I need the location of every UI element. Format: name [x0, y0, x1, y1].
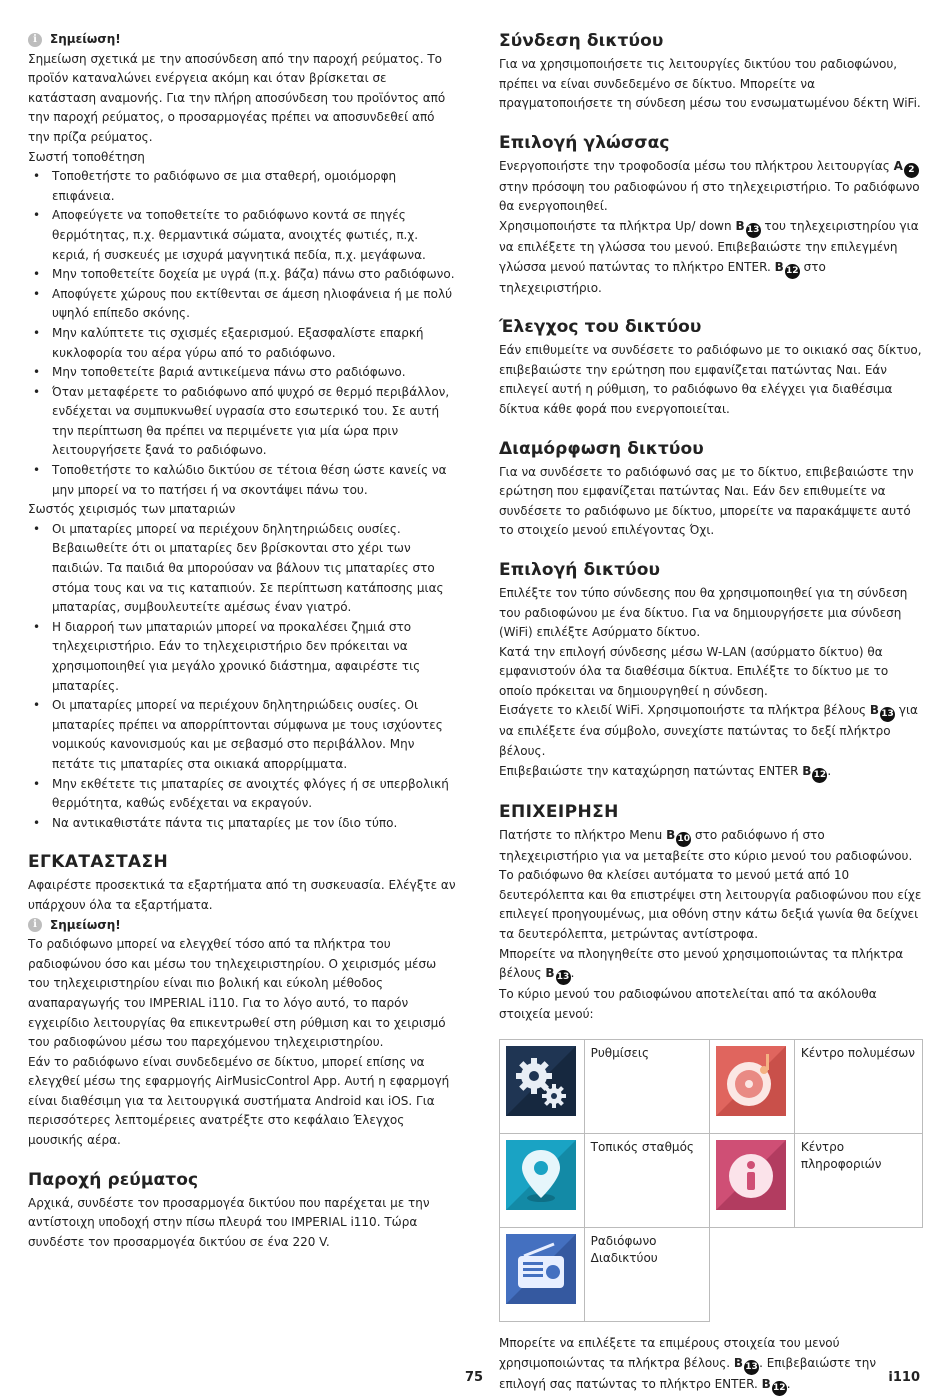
net-conn-text: Για να χρησιμοποιήσετε τις λειτουργίες δικτύου του ραδιοφώνου, πρέπει να είναι συνδεδεμένο σε δίκτυο. Μπορείτε να πραγματοποιήσετε τη σύνδεση μέσω του ενσωματωμένου δέκτη WiFi. — [499, 57, 921, 111]
key-badge-2: 2 — [904, 163, 919, 178]
table-row — [500, 1134, 923, 1228]
list-item: • Όταν μεταφέρετε το ραδιόφωνο από ψυχρό σε θερμό περιβάλλον, ενδέχεται να συμπυκνωθεί υγρασία στο εσωτερικό του. Σε αυτή την περίπτωση θα πρέπει να περιμένετε για μία ώρα πριν λειτουργήσετε ξανά το ραδιόφωνο. — [28, 383, 456, 461]
key-badge-13: 13 — [880, 707, 895, 722]
install-note-text: Το ραδιόφωνο μπορεί να ελεγχθεί τόσο από τα πλήκτρα του ραδιοφώνου όσο και μέσω του τηλεχειριστηρίου. Ο χειρισμός μέσω του τηλεχειριστηρίου είναι πιο βολική και εύκολη μέθοδος αναπαραγωγής του IMPERIAL i110. Για το λόγο αυτό, το παρόν εγχειρίδιο λειτουργίας θα επικεντρωθεί στη ρύθμιση και το χειρισμό του ραδιοφώνου μέσω του παρεχόμενου τηλεχειριστηρίου. — [28, 937, 446, 1050]
net-conn-heading: Σύνδεση δικτύου — [499, 31, 664, 51]
lang-text-1: Ενεργοποιήστε την τροφοδοσία μέσω του πλήκτρου λειτουργίας A 2 στην πρόσοψη του ραδιοφώνου ή στο τηλεχειριστήριο. Το ραδιόφωνο θα ενεργοποιηθεί. — [499, 158, 920, 214]
menu-label-local-station: Τοπικός σταθμός — [584, 1134, 710, 1228]
menu-label-internet-radio: Ραδιόφωνο Διαδικτύου — [584, 1228, 710, 1322]
operation-text-2: Μπορείτε να πλοηγηθείτε στο μενού χρησιμοποιώντας τα πλήκτρα βέλους B 13. — [499, 945, 923, 986]
note-title: Σημείωση! — [50, 917, 121, 932]
key-letter: B — [802, 763, 812, 778]
net-select-text-2: Κατά την επιλογή σύνδεσης μέσω W-LAN (ασύρματο δίκτυο) θα εμφανιστούν όλα τα διαθέσιμα δίκτυα. Επιλέξτε το δίκτυο με το οποίο πρόκειται να δημιουργηθεί η σύνδεση. — [499, 644, 889, 698]
table-cell — [500, 1040, 585, 1134]
key-letter: B — [869, 703, 880, 718]
install-note-heading — [28, 916, 456, 936]
table-cell — [710, 1134, 795, 1228]
note-title: Σημείωση! — [50, 32, 121, 46]
table-cell — [710, 1040, 795, 1134]
menu-label-settings: Ρυθμίσεις — [584, 1040, 710, 1134]
media-center-icon — [716, 1046, 786, 1116]
table-row — [500, 1228, 923, 1322]
battery-list — [28, 520, 456, 834]
operation-text-1: Πατήστε το πλήκτρο Menu B 10 στο ραδιόφωνο ή στο τηλεχειριστήριο για να μεταβείτε στο κύριο μενού του ραδιοφώνου. Το ραδιόφωνο θα κλείσει αυτόματα το μενού μετά από 10 δευτερόλεπτα και θα επιστρέψει στη λειτουργία ραδιοφώνου που είχε επιλεγεί προηγουμένως, μια οθόνη στην κάτω δεξιά γωνία θα δείχνει τα δευτερόλεπτα, μετρώντας αντίστροφα. — [499, 827, 922, 942]
operation-after-text: Μπορείτε να επιλέξετε τα επιμέρους στοιχεία του μενού χρησιμοποιώντας τα πλήκτρα βέλους. B 13. Επιβεβαιώστε την επιλογή σας πατώντας το πλήκτρο ENTER. B 12. — [499, 1334, 923, 1396]
net-select-text-3: Εισάγετε το κλειδί WiFi. Χρησιμοποιήστε τα πλήκτρα βέλους B 13 για να επιλέξετε ένα σύμβολο, συνεχίστε πατώντας το δεξί πλήκτρο βέλους. — [499, 703, 918, 759]
location-pin-icon — [506, 1140, 576, 1210]
net-select-text-4: Επιβεβαιώστε την καταχώρηση πατώντας ENTER B 12. — [499, 762, 923, 783]
net-config-heading: Διαμόρφωση δικτύου — [499, 438, 704, 459]
key-badge-13: 13 — [556, 970, 571, 985]
key-letter: A — [893, 158, 903, 173]
lang-heading: Επιλογή γλώσσας — [499, 132, 670, 153]
install-heading: ΕΓΚΑΤΑΣΤΑΣΗ — [28, 852, 169, 873]
key-letter: B — [774, 259, 784, 274]
net-select-heading: Επιλογή δικτύου — [499, 559, 661, 580]
key-letter: B — [733, 1356, 744, 1370]
list-item: • Μην καλύπτετε τις σχισμές εξαερισμού. Εξασφαλίστε επαρκή κυκλοφορία του αέρα γύρω από το ραδιόφωνο. — [28, 324, 456, 363]
key-badge-12: 12 — [785, 264, 800, 279]
list-item: • Τοποθετήστε το καλώδιο δικτύου σε τέτοια θέση ώστε κανείς να μην μπορεί να το πατήσει ή να σκοντάψει πάνω του. — [28, 461, 456, 500]
list-item: • Οι μπαταρίες μπορεί να περιέχουν δηλητηριώδεις ουσίες. Οι μπαταρίες πρέπει να απορρίπτονται σύμφωνα με τους ισχύοντες νομικούς κανονισμούς και με σεβασμό στο περιβάλλον. Μην πετάτε τις μπαταρίες στα οικιακά απορρίμματα. — [28, 696, 456, 774]
list-item: • Τοποθετήστε το ραδιόφωνο σε μια σταθερή, ομοιόμορφη επιφάνεια. — [28, 167, 456, 206]
list-item: • Μην τοποθετείτε δοχεία με υγρά (π.χ. βάζα) πάνω στο ραδιόφωνο. — [28, 265, 456, 285]
net-config-text: Για να συνδέσετε το ραδιόφωνό σας με το δίκτυο, επιβεβαιώστε την ερώτηση που εμφανίζεται πατώντας Ναι. Εάν δεν επιθυμείτε να συνδέσετε το ραδιόφωνο με δίκτυο, μπορείτε να παρακάμψετε αυτό το στοιχείο μενού επιλέγοντας Όχι. — [499, 464, 914, 538]
battery-heading: Σωστός χειρισμός των μπαταριών — [28, 502, 236, 517]
info-icon: i — [28, 33, 42, 47]
information-center-icon — [716, 1140, 786, 1210]
install-app-text: Εάν το ραδιόφωνο είναι συνδεδεμένο σε δίκτυο, μπορεί επίσης να ελεγχθεί μέσω της εφαρμογής AirMusicControl App. Αυτή η εφαρμογή είναι διαθέσιμη για τα λειτουργικά συστήματα Android και iOS. Για περισσότερες λεπτομέρειες ανατρέξτε στο κεφάλαιο Έλεγχος μουσικής αέρα. — [28, 1054, 450, 1148]
key-badge-13: 13 — [744, 1360, 759, 1375]
settings-gears-icon — [506, 1046, 576, 1116]
key-badge-12: 12 — [812, 768, 827, 783]
main-menu-table — [499, 1039, 923, 1322]
model-name: i110 — [888, 1370, 920, 1385]
lang-text-2: Χρησιμοποιήστε τα πλήκτρα Up/ down B 13 του τηλεχειριστηρίου για να επιλέξετε τη γλώσσα του μενού. Επιβεβαιώστε την επιλεγμένη γλώσσα μενού πατώντας το πλήκτρο ENTER. B 12 στο τηλεχειριστήριο. — [499, 218, 919, 295]
internet-radio-icon — [506, 1234, 576, 1304]
operation-text-3: Το κύριο μενού του ραδιοφώνου αποτελείται από τα ακόλουθα στοιχεία μενού: — [499, 987, 877, 1021]
list-item: • Να αντικαθιστάτε πάντα τις μπαταρίες με τον ίδιο τύπο. — [28, 814, 456, 834]
right-column — [499, 30, 923, 1396]
table-cell — [500, 1228, 585, 1322]
net-check-text: Εάν επιθυμείτε να συνδέσετε το ραδιόφωνο με το οικιακό σας δίκτυο, επιβεβαιώστε την ερώτηση που εμφανίζεται πατώντας Ναι. Εάν επιλεγεί αυτή η ρύθμιση, το ραδιόφωνο θα ελέγχει για διαθέσιμα δίκτυα κάθε φορά που ενεργοποιείται. — [499, 343, 922, 416]
menu-label-media-center: Κέντρο πολυμέσων — [794, 1040, 922, 1134]
key-letter: B — [666, 827, 676, 842]
key-badge-13: 13 — [746, 223, 761, 238]
empty-cell — [710, 1228, 795, 1322]
key-badge-12: 12 — [772, 1381, 787, 1396]
key-letter: B — [761, 1377, 771, 1391]
net-check-heading: Έλεγχος του δικτύου — [499, 317, 702, 338]
list-item: • Η διαρροή των μπαταριών μπορεί να προκαλέσει ζημιά στο τηλεχειριστήριο. Εάν το τηλεχειριστήριο δεν πρόκειται να χρησιμοποιηθεί για μεγάλο χρονικό διάστημα, αφαιρέστε τις μπαταρίες. — [28, 618, 456, 696]
info-icon: i — [28, 918, 42, 932]
placement-list — [28, 167, 456, 500]
list-item: • Αποφεύγετε να τοποθετείτε το ραδιόφωνο κοντά σε πηγές θερμότητας, π.χ. θερμαντικά σώματα, ανοιχτές φωτιές, π.χ. κεριά, ή συσκευές με ισχυρά μαγνητικά πεδία, π.χ. μεγάφωνα. — [28, 206, 456, 265]
table-row — [500, 1040, 923, 1134]
operation-heading: ΕΠΙΧΕΙΡΗΣΗ — [499, 801, 619, 822]
power-text: Αρχικά, συνδέστε τον προσαρμογέα δικτύου που παρέχεται με την αντίστοιχη υποδοχή στην πίσω πλευρά του IMPERIAL i110. Τώρα συνδέστε τον προσαρμογέα δικτύου σε ένα 220 V. — [28, 1195, 430, 1249]
net-select-text-1: Επιλέξτε τον τύπο σύνδεσης που θα χρησιμοποιηθεί για τη σύνδεση του ραδιοφώνου με ένα δίκτυο. Για να δημιουργήσετε μια σύνδεση (WiFi) επιλέξτε Ασύρματο δίκτυο. — [499, 585, 908, 640]
page-number: 75 — [465, 1370, 484, 1385]
note-text: Σημείωση σχετικά με την αποσύνδεση από την παροχή ρεύματος. Το προϊόν καταναλώνει ενέργεια ακόμη και όταν βρίσκεται σε κατάσταση αναμονής. Για την πλήρη αποσύνδεση του προϊόντος από την παροχή ρεύματος, ο προσαρμογέας πρέπει να αποσυνδεθεί από την πρίζα ρεύματος. — [28, 51, 446, 144]
key-letter: B — [735, 218, 745, 233]
power-heading: Παροχή ρεύματος — [28, 1169, 199, 1190]
menu-label-info-center: Κέντρο πληροφοριών — [794, 1134, 922, 1228]
placement-heading: Σωστή τοποθέτηση — [28, 149, 145, 164]
empty-cell — [794, 1228, 922, 1322]
key-badge-10: 10 — [676, 832, 691, 847]
list-item: • Μην τοποθετείτε βαριά αντικείμενα πάνω στο ραδιόφωνο. — [28, 363, 456, 383]
list-item: • Μην εκθέτετε τις μπαταρίες σε ανοιχτές φλόγες ή σε υπερβολική θερμότητα, καθώς ενδέχεται να εκραγούν. — [28, 775, 456, 814]
list-item: • Οι μπαταρίες μπορεί να περιέχουν δηλητηριώδεις ουσίες. Βεβαιωθείτε ότι οι μπαταρίες δεν βρίσκονται στο χέρι των παιδιών. Τα παιδιά θα μπορούσαν να βάλουν τις μπαταρίες στο στόμα τους και να τις καταπιούν. Σε περίπτωση κατάποσης μιας μπαταρίας, συμβουλευτείτε αμέσως έναν γιατρό. — [28, 520, 456, 618]
left-column — [28, 30, 456, 1252]
key-letter: B — [545, 966, 555, 981]
install-intro: Αφαιρέστε προσεκτικά τα εξαρτήματα από τη συσκευασία. Ελέγξτε αν υπάρχουν όλα τα εξαρτήματα. — [28, 878, 456, 912]
note-heading — [28, 30, 456, 50]
table-cell — [500, 1134, 585, 1228]
list-item: • Αποφύγετε χώρους που εκτίθενται σε άμεση ηλιοφάνεια ή με πολύ υψηλό επίπεδο σκόνης. — [28, 285, 456, 324]
